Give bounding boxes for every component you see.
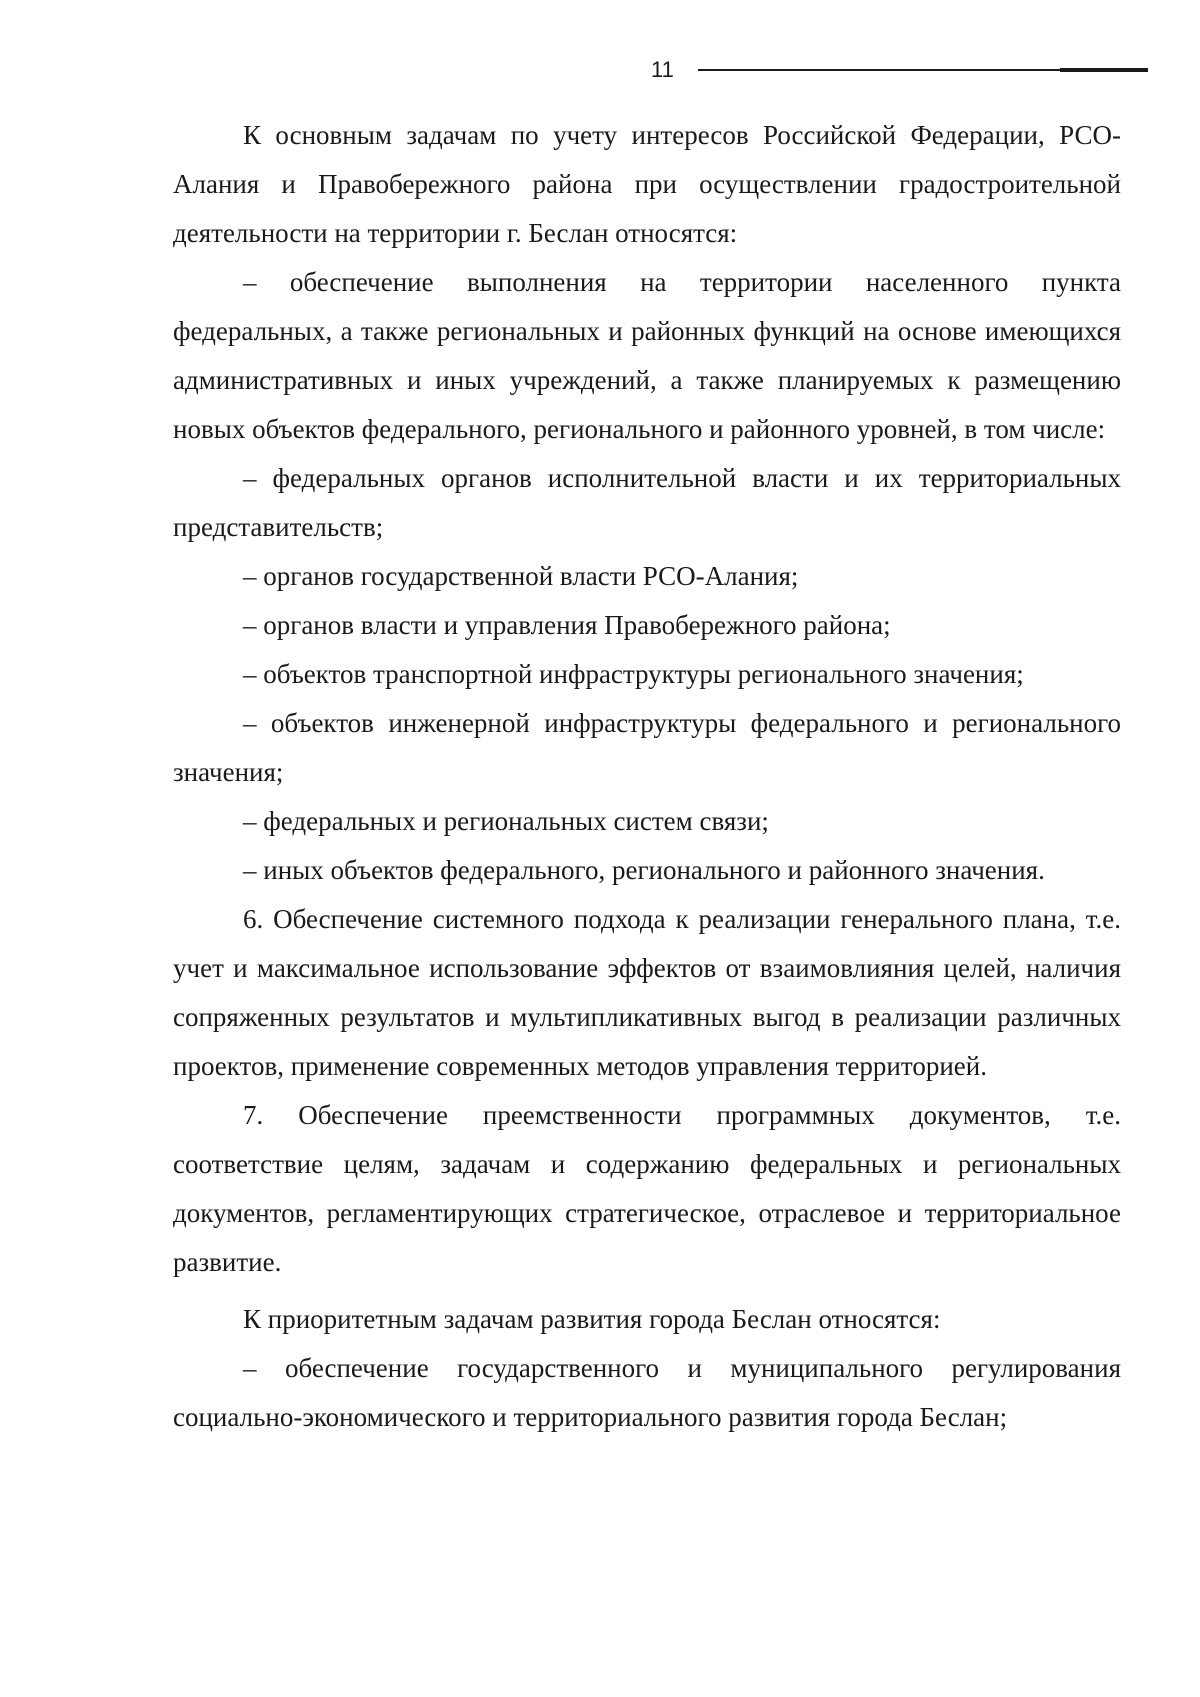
header-rule-accent xyxy=(1060,68,1148,72)
paragraph-priority-tasks: К приоритетным задачам развития города Беслан относятся: xyxy=(243,1304,941,1334)
list-item: – органов власти и управления Правобережного района; xyxy=(243,610,891,640)
list-item: – обеспечение выполнения на территории населенного пункта федеральных, а также региональных и районных функций на основе имеющихся административных и иных учреждений, а также планируемых к размещению новых объектов федерального, регионального и районного уровней, в том числе: xyxy=(173,267,1121,444)
list-item: – органов государственной власти РСО-Алания; xyxy=(243,561,799,591)
list-item: – федеральных органов исполнительной власти и их территориальных представительств; xyxy=(173,463,1121,542)
list-item: – обеспечение государственного и муниципального регулирования социально-экономического и территориального развития города Беслан; xyxy=(173,1353,1121,1432)
list-item: – объектов транспортной инфраструктуры регионального значения; xyxy=(243,659,1024,689)
list-item: – федеральных и региональных систем связи; xyxy=(243,806,769,836)
list-item: – объектов инженерной инфраструктуры федерального и регионального значения; xyxy=(173,708,1121,787)
document-body xyxy=(173,111,1121,1442)
paragraph-item-7: 7. Обеспечение преемственности программных документов, т.е. соответствие целям, задачам и содержанию федеральных и региональных документов, регламентирующих стратегическое, отраслевое и территориальное развитие. xyxy=(173,1100,1121,1277)
paragraph-item-6: 6. Обеспечение системного подхода к реализации генерального плана, т.е. учет и максимальное использование эффектов от взаимовлияния целей, наличия сопряженных результатов и мультипликативных выгод в реализации различных проектов, применение современных методов управления территорией. xyxy=(173,904,1121,1081)
list-item: – иных объектов федерального, регионального и районного значения. xyxy=(243,855,1045,885)
paragraph-intro: К основным задачам по учету интересов Российской Федерации, РСО-Алания и Правобережного района при осуществлении градостроительной деятельности на территории г. Беслан относятся: xyxy=(173,120,1121,248)
page-header xyxy=(0,55,1200,85)
page-number: 11 xyxy=(651,57,674,82)
